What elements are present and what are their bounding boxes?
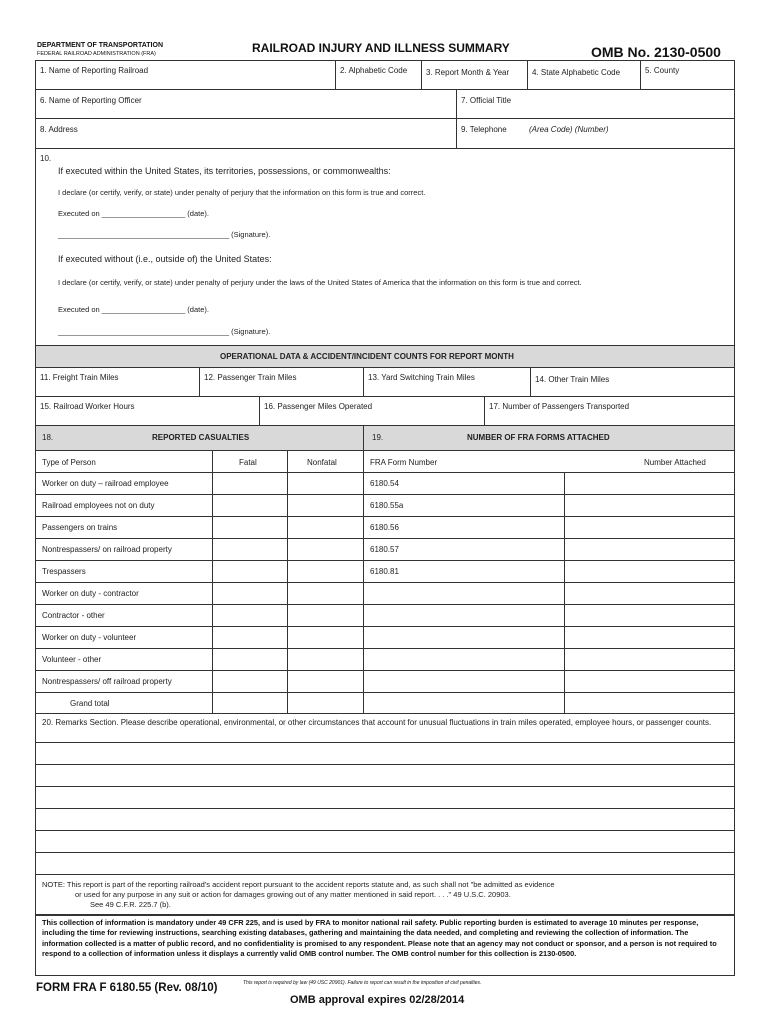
- fatal-count-input[interactable]: [213, 626, 287, 648]
- field-14-other-train-miles[interactable]: 14. Other Train Miles: [535, 375, 610, 384]
- forms-heading: NUMBER OF FRA FORMS ATTACHED: [467, 433, 610, 442]
- fatal-count-input[interactable]: [213, 604, 287, 626]
- col-number-attached: Number Attached: [644, 458, 706, 467]
- form-id: FORM FRA F 6180.55 (Rev. 08/10): [36, 982, 218, 994]
- declaration-number: 10.: [40, 154, 52, 163]
- field-9-telephone-hint: (Area Code) (Number): [529, 125, 609, 134]
- field-5-county[interactable]: 5. County: [645, 66, 680, 75]
- burden-statement: This collection of information is mandatory under 49 CFR 225, and is used by FRA to monitor national rail safety. Public reporting burden is estimated to average 10 minutes per response, including the time for reviewing instructions, searching existing databases, gathering and maintaining the data needed, and completing and reviewing the collection of information. The information collected is a matter of public record, and no confidentiality is promised to any respondent. Please note that an agency may not conduct or sponsor, and a person is not required to respond to a collection of information unless it displays a currently valid OMB control number. The OMB control number for this collection is 2130-0500.: [42, 918, 717, 959]
- department-label: DEPARTMENT OF TRANSPORTATION: [37, 42, 163, 49]
- casualty-type-label: Worker on duty – railroad employee: [42, 479, 169, 488]
- field-4-state-code[interactable]: 4. State Alphabetic Code: [532, 68, 621, 77]
- nonfatal-count-input[interactable]: [288, 604, 363, 626]
- nonfatal-count-input[interactable]: [288, 472, 363, 494]
- fra-form-number: 6180.56: [370, 523, 399, 532]
- number-attached-input[interactable]: [565, 494, 734, 516]
- casualty-type-label: Worker on duty - contractor: [42, 589, 139, 598]
- nonfatal-count-input[interactable]: [288, 582, 363, 604]
- fatal-count-input[interactable]: [213, 494, 287, 516]
- declaration-within-text: I declare (or certify, verify, or state) under penalty of perjury that the information on this form is true and correct.: [58, 188, 426, 197]
- number-attached-input[interactable]: [565, 560, 734, 582]
- casualty-type-label: Grand total: [70, 699, 110, 708]
- fatal-count-input[interactable]: [213, 648, 287, 670]
- fra-form-number: 6180.57: [370, 545, 399, 554]
- note-line-2: or used for any purpose in any suit or action for damages growing out of any matter mentioned in said report. . . ." 49 U.S.C. 20903.: [75, 890, 511, 899]
- field-13-yard-switching-miles[interactable]: 13. Yard Switching Train Miles: [368, 373, 475, 382]
- field-7-official-title[interactable]: 7. Official Title: [461, 96, 512, 105]
- field-15-worker-hours[interactable]: 15. Railroad Worker Hours: [40, 402, 135, 411]
- forms-number: 19.: [372, 433, 384, 442]
- nonfatal-count-input[interactable]: [288, 626, 363, 648]
- col-fatal: Fatal: [239, 458, 257, 467]
- signature-line-1[interactable]: _________________________________________ (Signature).: [58, 230, 271, 239]
- casualty-type-label: Passengers on trains: [42, 523, 118, 532]
- fra-form-number: 6180.55a: [370, 501, 404, 510]
- omb-number: OMB No. 2130-0500: [591, 44, 721, 60]
- field-9-telephone[interactable]: 9. Telephone: [461, 125, 507, 134]
- casualty-type-label: Trespassers: [42, 567, 86, 576]
- casualty-type-label: Nontrespassers/ off railroad property: [42, 677, 172, 686]
- fatal-count-input[interactable]: [213, 560, 287, 582]
- remarks-label: 20. Remarks Section. Please describe operational, environmental, or other circumstances that account for unusual fluctuations in train miles operated, employee hours, or passenger counts.: [42, 718, 712, 727]
- nonfatal-count-input[interactable]: [288, 494, 363, 516]
- nonfatal-count-input[interactable]: [288, 648, 363, 670]
- number-attached-input[interactable]: [565, 472, 734, 494]
- casualty-type-label: Volunteer - other: [42, 655, 102, 664]
- casualty-type-label: Nontrespassers/ on railroad property: [42, 545, 172, 554]
- fra-form-number: 6180.81: [370, 567, 399, 576]
- note-line-3: See 49 C.F.R. 225.7 (b).: [90, 900, 171, 909]
- fatal-count-input[interactable]: [213, 516, 287, 538]
- field-8-address[interactable]: 8. Address: [40, 125, 78, 134]
- declaration-without-heading: If executed without (i.e., outside of) the United States:: [58, 254, 272, 264]
- nonfatal-count-input[interactable]: [288, 516, 363, 538]
- fra-form-number: 6180.54: [370, 479, 399, 488]
- field-1-railroad-name[interactable]: 1. Name of Reporting Railroad: [40, 66, 149, 75]
- legal-requirement: This report is required by law (49 USC 20901). Failure to report can result in the imposition of civil penalties.: [243, 980, 482, 986]
- omb-expiration: OMB approval expires 02/28/2014: [290, 994, 465, 1006]
- field-3-report-month-year[interactable]: 3. Report Month & Year: [426, 68, 510, 77]
- executed-on-date-1[interactable]: Executed on ____________________ (date).: [58, 209, 209, 218]
- note-line-1: NOTE: This report is part of the reporting railroad's accident report pursuant to the accident reports statute and, as such shall not "be admitted as evidence: [42, 880, 555, 889]
- remarks-area[interactable]: [36, 742, 734, 874]
- fatal-count-input[interactable]: [213, 538, 287, 560]
- field-12-passenger-train-miles[interactable]: 12. Passenger Train Miles: [204, 373, 297, 382]
- declaration-without-text: I declare (or certify, verify, or state) under penalty of perjury under the laws of the United States of America that the information on this form is true and correct.: [58, 278, 582, 287]
- casualties-number: 18.: [42, 433, 54, 442]
- field-17-passengers-transported[interactable]: 17. Number of Passengers Transported: [489, 402, 630, 411]
- fatal-count-input[interactable]: [213, 670, 287, 692]
- field-11-freight-train-miles[interactable]: 11. Freight Train Miles: [40, 373, 119, 382]
- fatal-count-input[interactable]: [213, 582, 287, 604]
- nonfatal-count-input[interactable]: [288, 670, 363, 692]
- number-attached-input[interactable]: [565, 538, 734, 560]
- executed-on-date-2[interactable]: Executed on ____________________ (date).: [58, 305, 209, 314]
- nonfatal-count-input[interactable]: [288, 538, 363, 560]
- casualty-type-label: Contractor - other: [42, 611, 105, 620]
- fatal-count-input[interactable]: [213, 472, 287, 494]
- nonfatal-count-input[interactable]: [288, 560, 363, 582]
- signature-line-2[interactable]: _________________________________________ (Signature).: [58, 327, 271, 336]
- col-type-of-person: Type of Person: [42, 458, 96, 467]
- fatal-count-input[interactable]: [213, 692, 287, 714]
- col-form-number: FRA Form Number: [370, 458, 438, 467]
- col-nonfatal: Nonfatal: [307, 458, 337, 467]
- casualties-heading: REPORTED CASUALTIES: [152, 433, 250, 442]
- form-title: RAILROAD INJURY AND ILLNESS SUMMARY: [252, 41, 510, 55]
- casualty-type-label: Worker on duty - volunteer: [42, 633, 137, 642]
- field-6-reporting-officer[interactable]: 6. Name of Reporting Officer: [40, 96, 142, 105]
- administration-label: FEDERAL RAILROAD ADMINISTRATION (FRA): [37, 51, 156, 57]
- field-16-passenger-miles-operated[interactable]: 16. Passenger Miles Operated: [264, 402, 373, 411]
- nonfatal-count-input[interactable]: [288, 692, 363, 714]
- casualty-type-label: Railroad employees not on duty: [42, 501, 155, 510]
- declaration-within-heading: If executed within the United States, its territories, possessions, or commonwealths:: [58, 166, 391, 176]
- number-attached-input[interactable]: [565, 516, 734, 538]
- operational-heading: OPERATIONAL DATA & ACCIDENT/INCIDENT COUNTS FOR REPORT MONTH: [220, 352, 514, 361]
- field-2-alphabetic-code[interactable]: 2. Alphabetic Code: [340, 66, 408, 75]
